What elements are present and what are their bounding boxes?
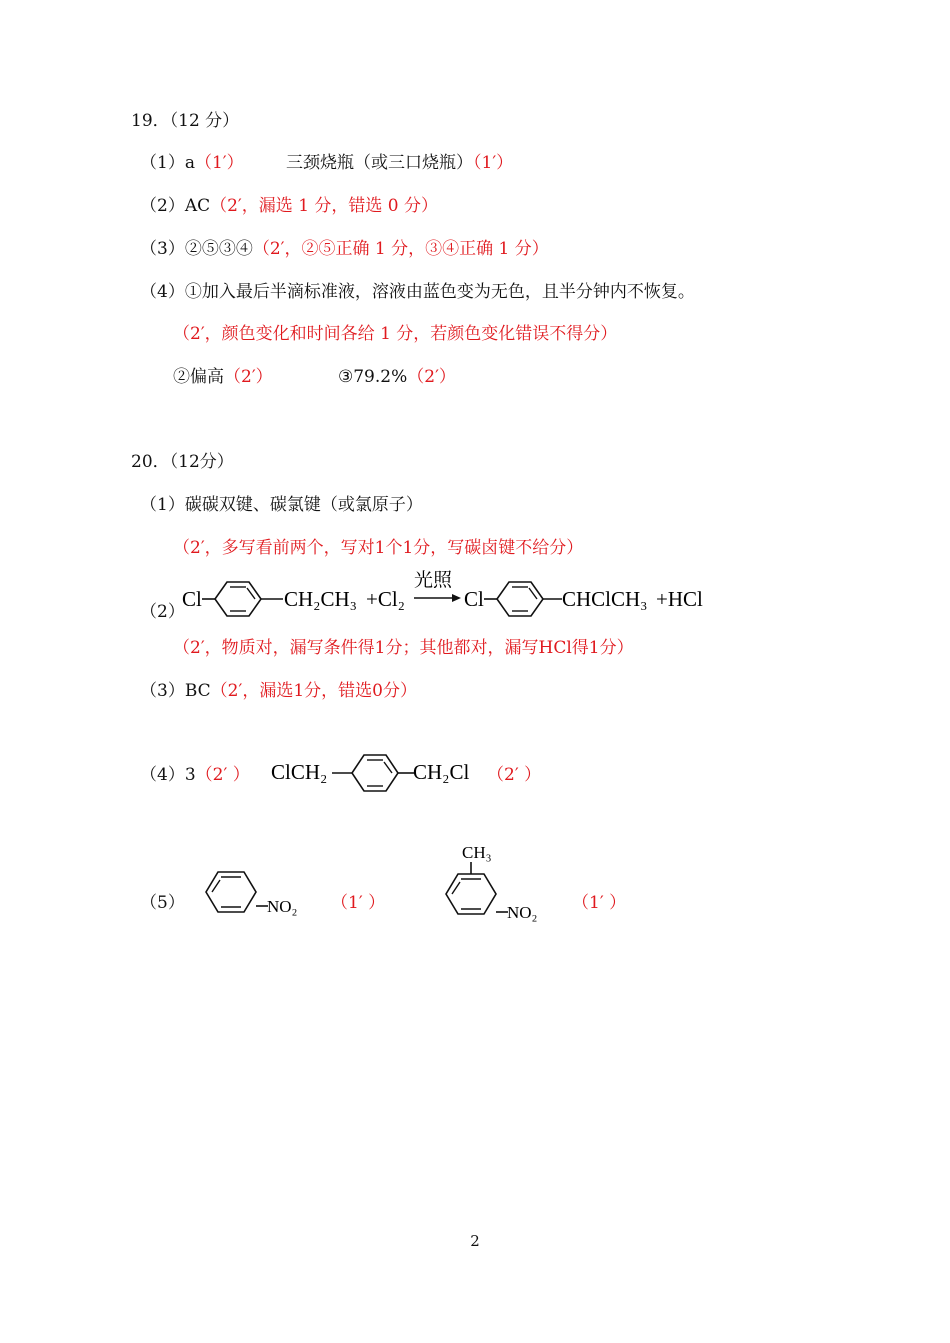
q20-part4-label: （4）3	[140, 765, 196, 785]
eq-plus-hcl: +HCl	[656, 587, 703, 611]
q19-part1-label: （1）a	[140, 153, 195, 173]
q20-part5-score-a: （1′ ）	[331, 893, 386, 913]
q19-part4-score: （2′，颜色变化和时间各给 1 分，若颜色变化错误不得分）	[173, 324, 618, 344]
eq-product-chain: CHClCH₃	[562, 587, 648, 611]
q20-part1-text: （1）碳碳双键、碳氯键（或氯原子）	[140, 495, 423, 515]
p4-right-group: CH₂Cl	[413, 760, 470, 784]
eq-condition: 光照	[414, 570, 453, 591]
q19-part2	[140, 195, 438, 217]
q20-part3-label: （3）BC	[140, 681, 211, 701]
q19-part1-b	[286, 152, 513, 174]
q20-part5-structure-1	[196, 858, 316, 924]
q19-part4-sub2-answer: ②偏高	[173, 367, 224, 387]
q19-part1-score-b: （1′）	[473, 153, 514, 173]
q20-part5-score-b: （1′ ）	[572, 893, 627, 913]
q19-part1-score-a: （1′）	[194, 153, 244, 173]
q19-part2-score: （2′，漏选 1 分，错选 0 分）	[210, 196, 439, 216]
q20-part4	[140, 764, 250, 786]
benzene-ring-icon	[206, 872, 256, 912]
benzene-ring-icon	[352, 755, 398, 791]
q20-part3	[140, 680, 417, 702]
q20-part4-score-b: （2′ ）	[487, 765, 542, 785]
benzene-ring-icon	[446, 874, 496, 914]
q20-part5-structure-2	[436, 834, 566, 930]
q20-part4-score-a: （2′ ）	[195, 765, 250, 785]
q20-part1-score: （2′，多写看前两个，写对1个1分，写碳卤键不给分）	[173, 538, 584, 558]
q19-part4-sub3-score: （2′）	[407, 367, 456, 387]
q19-part4-sub3-answer: ③79.2%	[338, 367, 408, 387]
p5-struct2-top: CH₃	[462, 843, 492, 862]
page-number: 2	[470, 1232, 480, 1250]
eq-reactant-chain: CH₂CH₃	[284, 587, 357, 611]
p5-struct2-group: NO₂	[507, 903, 538, 922]
q19-part4-sub3	[338, 366, 456, 388]
p5-struct1-group: NO₂	[267, 897, 298, 916]
q20-header: 20．（12分）	[131, 452, 234, 472]
eq-reactant-cl: Cl	[182, 587, 202, 611]
eq-plus-cl2: +Cl₂	[366, 587, 406, 611]
q19-part3-score: （2′，②⑤正确 1 分，③④正确 1 分）	[252, 239, 549, 259]
q19-part2-label: （2）AC	[140, 196, 211, 216]
q19-part3	[140, 238, 549, 260]
q20-part5-label: （5）	[140, 893, 185, 913]
q19-part1	[140, 152, 244, 174]
q20-part2-equation	[180, 568, 725, 626]
benzene-ring-icon	[497, 582, 543, 616]
p4-left-group: ClCH₂	[271, 760, 328, 784]
q20-part2-label: （2）	[140, 602, 185, 622]
q19-part4-sub2-score: （2′）	[224, 367, 273, 387]
q19-part1-answer-b: 三颈烧瓶（或三口烧瓶）	[286, 153, 473, 173]
q19-part4-sub2	[173, 366, 273, 388]
eq-product-cl: Cl	[464, 587, 484, 611]
q20-part2-score: （2′，物质对，漏写条件得1分；其他都对，漏写HCl得1分）	[173, 638, 634, 658]
q20-part3-score: （2′，漏选1分，错选0分）	[210, 681, 417, 701]
q19-part3-label: （3）②⑤③④	[140, 239, 253, 259]
q19-header: 19．（12 分）	[131, 111, 240, 131]
q19-part4-text: （4）①加入最后半滴标准液，溶液由蓝色变为无色，且半分钟内不恢复。	[140, 282, 695, 302]
benzene-ring-icon	[215, 582, 261, 616]
q20-part4-structure	[270, 746, 490, 800]
